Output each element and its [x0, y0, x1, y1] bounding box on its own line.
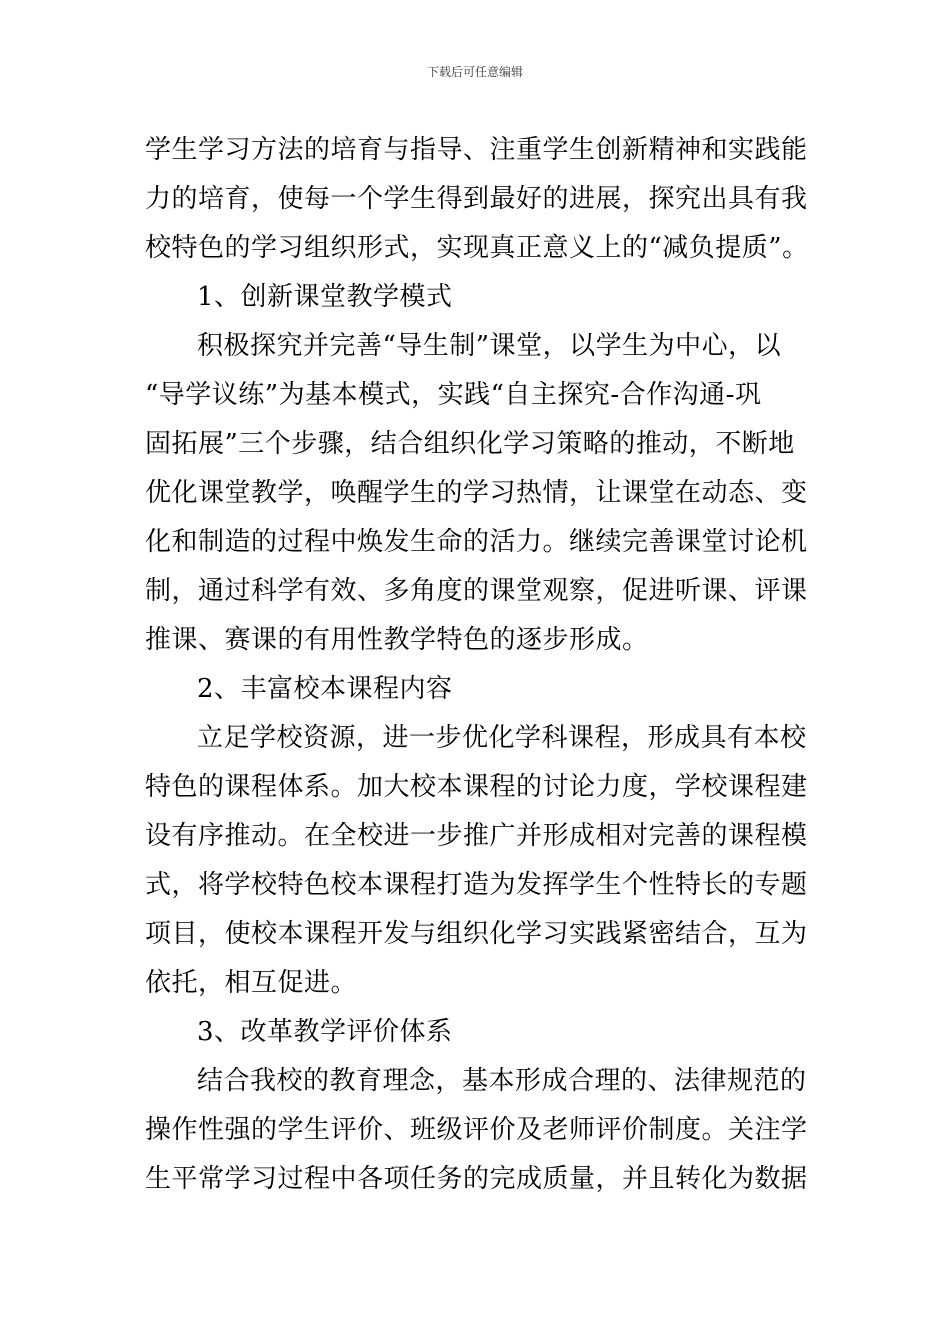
body-line: 力的培育，使每一个学生得到最好的进展，探究出具有我: [145, 184, 808, 214]
body-line: 化和制造的过程中焕发生命的活力。继续完善课堂讨论机: [145, 527, 808, 557]
body-line: 优化课堂教学，唤醒学生的学习热情，让课堂在动态、变: [145, 478, 808, 508]
paragraph-start: 立足学校资源，进一步优化学科课程，形成具有本校: [197, 723, 807, 753]
section-heading: 1、创新课堂教学模式: [197, 282, 453, 312]
body-line: 特色的课程体系。加大校本课程的讨论力度，学校课程建: [145, 772, 808, 802]
body-line: 依托，相互促进。: [145, 968, 358, 998]
section-heading: 2、丰富校本课程内容: [197, 674, 453, 704]
document-body: [145, 126, 807, 1204]
body-line: 设有序推动。在全校进一步推广并形成相对完善的课程模: [145, 821, 808, 851]
body-line: 制，通过科学有效、多角度的课堂观察，促进听课、评课: [145, 576, 808, 606]
body-line: 学生学习方法的培育与指导、注重学生创新精神和实践能: [145, 135, 808, 165]
body-line: 推课、赛课的有用性教学特色的逐步形成。: [145, 625, 649, 655]
body-line: 生平常学习过程中各项任务的完成质量，并且转化为数据: [145, 1164, 808, 1194]
body-line: 式，将学校特色校本课程打造为发挥学生个性特长的专题: [145, 870, 808, 900]
body-line: “导学议练”为基本模式，实践“自主探究-合作沟通-巩: [145, 380, 762, 410]
paragraph-start: 结合我校的教育理念，基本形成合理的、法律规范的: [197, 1066, 807, 1096]
body-line: 操作性强的学生评价、班级评价及老师评价制度。关注学: [145, 1115, 808, 1145]
body-line: 固拓展”三个步骤，结合组织化学习策略的推动，不断地: [145, 429, 795, 459]
body-line: 项目，使校本课程开发与组织化学习实践紧密结合，互为: [145, 919, 808, 949]
page-header: 下载后可任意编辑: [426, 65, 523, 79]
body-line: 校特色的学习组织形式，实现真正意义上的“减负提质”。: [145, 233, 809, 263]
section-heading: 3、改革教学评价体系: [197, 1017, 453, 1047]
paragraph-start: 积极探究并完善“导生制”课堂，以学生为中心，以: [197, 331, 782, 361]
